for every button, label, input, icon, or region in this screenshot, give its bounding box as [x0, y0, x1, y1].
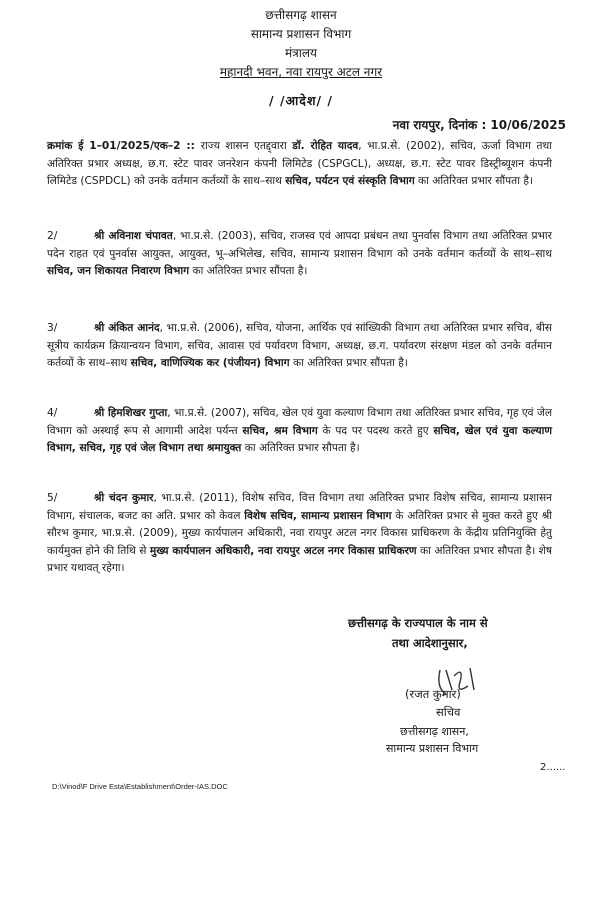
- paragraph-3: [47, 320, 552, 373]
- paragraph-number: 4/: [47, 407, 58, 419]
- paragraph-1: [47, 138, 552, 191]
- body-text: , भा.प्र.से. (2003), सचिव, राजस्व एवं आपदा प्रबंधन तथा पुनर्वास विभाग तथा अतिरिक्त प्रभार पदेन राहत एवं पुनर्वास आयुक्त, आयुक्त, भू–अभिलेख, सचिव, सामान्य प्रशासन विभाग को उनके वर्तमान कर्तव्यों के साथ–साथ: [47, 230, 553, 260]
- closing-line-2: तथा आदेशानुसार,: [392, 636, 468, 650]
- state-heading: छत्तीसगढ़ शासन: [265, 8, 337, 22]
- body-text: का अतिरिक्त प्रभार सौपता है।: [241, 442, 360, 454]
- bold-text: क्रमांक ई 1–01/2025/एक–2 ::: [47, 140, 201, 152]
- paragraph-number: 2/: [47, 230, 58, 242]
- address-heading: महानदी भवन, नवा रायपुर अटल नगर: [219, 65, 383, 79]
- department-heading: सामान्य प्रशासन विभाग: [250, 27, 352, 41]
- body-text: का अतिरिक्त प्रभार सौंपता है।: [414, 175, 533, 187]
- body-text: का अतिरिक्त प्रभार सौपता है। शेष प्रभार यथावत् रहेगा।: [47, 544, 553, 574]
- place-date: नवा रायपुर, दिनांक : 10/06/2025: [392, 118, 566, 132]
- body-text: के अतिरिक्त प्रभार से मुक्त करते हुए श्री सौरभ कुमार, भा.प्र.से. (2009), मुख्य कार्यपालन अधिकारी, नवा रायपुर अटल नगर विकास प्राधिकरण के केंद्रीय प्रतिनियुक्ति हेतु कार्यमुक्त होने की तिथि से: [47, 509, 552, 557]
- order-title: / /आदेश/ /: [269, 93, 333, 108]
- bold-text: सचिव, खेल एवं युवा कल्याण विभाग, सचिव, गृह एवं जेल विभाग तथा श्रमायुक्त: [47, 424, 553, 454]
- paragraph-number: 5/: [47, 492, 58, 504]
- bold-text: विशेष सचिव, सामान्य प्रशासन विभाग: [244, 509, 392, 522]
- office-heading: मंत्रालय: [284, 46, 317, 60]
- page-number: 2......: [540, 762, 566, 773]
- signatory-name: (रजत कुमार): [405, 687, 461, 701]
- signatory-department: सामान्य प्रशासन विभाग: [386, 742, 479, 755]
- bold-text: डॉ. रोहित यादव: [292, 140, 359, 152]
- body-text: , भा.प्र.से. (2002), सचिव, ऊर्जा विभाग तथा अतिरिक्त प्रभार अध्यक्ष, छ.ग. स्टेट पावर जनरेशन कंपनी लिमिटेड (CSPGCL), अध्यक्ष, छ.ग. स्टेट पावर डिस्ट्रीब्यूशन कंपनी लिमिटेड (CSPDCL) को उनके वर्तमान कर्तव्यों के साथ–साथ: [47, 140, 552, 187]
- bold-text: सचिव, जन शिकायत निवारण विभाग: [47, 265, 190, 277]
- paragraph-2: [47, 228, 552, 281]
- closing-line-1: छत्तीसगढ़ के राज्यपाल के नाम से: [348, 616, 488, 630]
- paragraph-5: [47, 490, 552, 578]
- paragraph-4: [47, 405, 552, 458]
- paragraph-number: 3/: [47, 322, 58, 334]
- signatory-government: छत्तीसगढ़ शासन,: [400, 725, 469, 738]
- body-text: , भा.प्र.से. (2011), विशेष सचिव, वित्त विभाग तथा अतिरिक्त प्रभार विशेष सचिव, सामान्य प्रशासन विभाग, संचालक, बजट का अति. प्रभार को केवल: [47, 492, 552, 522]
- body-text: के पद पर पदस्थ करते हुए: [317, 424, 434, 437]
- body-text: का अतिरिक्त प्रभार सौंपता है।: [289, 357, 408, 369]
- body-text: राज्य शासन एतद्द्वारा: [200, 140, 293, 152]
- body-text: , भा.प्र.से. (2007), सचिव, खेल एवं युवा कल्याण विभाग तथा अतिरिक्त प्रभार सचिव, गृह एवं जेल विभाग को अस्थाई रूप से आगामी आदेश पर्यन्त: [47, 407, 552, 437]
- bold-text: सचिव, श्रम विभाग: [242, 424, 318, 437]
- bold-text: श्री अविनाश चंपावत: [94, 230, 173, 242]
- bold-text: श्री चंदन कुमार: [94, 492, 154, 504]
- file-path: D:\Vinod\F Drive Esta\Establishment\Order-IAS.DOC: [52, 782, 228, 791]
- body-text: का अतिरिक्त प्रभार सौंपता है।: [189, 265, 308, 277]
- body-text: , भा.प्र.से. (2006), सचिव, योजना, आर्थिक एवं सांख्यिकी विभाग तथा अतिरिक्त प्रभार सचिव, बीस सूत्रीय कार्यक्रम क्रियान्वयन विभाग, सचिव, आवास एवं पर्यावरण विभाग, अध्यक्ष, छ.ग. पर्यावरण संरक्षण मंडल को उनके वर्तमान कर्तव्यों के साथ–साथ: [47, 322, 552, 369]
- signatory-title: सचिव: [436, 705, 461, 719]
- bold-text: सचिव, पर्यटन एवं संस्कृति विभाग: [285, 175, 415, 187]
- bold-text: श्री अंकित आनंद: [94, 322, 160, 334]
- bold-text: सचिव, वाणिज्यिक कर (पंजीयन) विभाग: [130, 357, 290, 369]
- bold-text: मुख्य कार्यपालन अधिकारी, नवा रायपुर अटल नगर विकास प्राधिकरण: [149, 544, 417, 557]
- bold-text: श्री हिमशिखर गुप्ता: [94, 407, 168, 419]
